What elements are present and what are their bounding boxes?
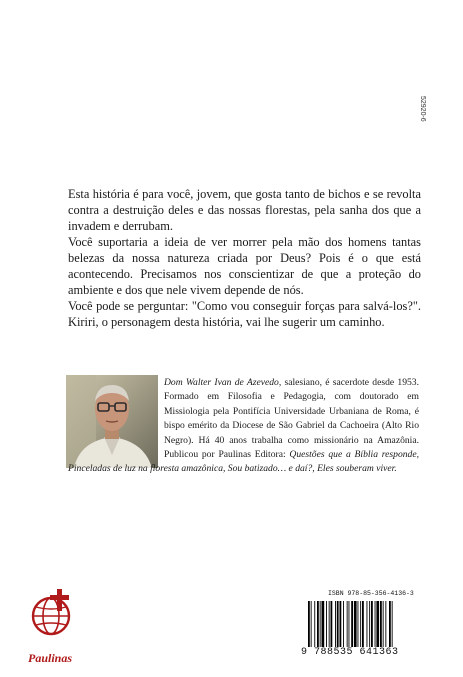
barcode-bar [340,601,342,647]
barcode-digits: 9 788535 641363 [301,647,399,658]
barcode-bar [351,601,353,647]
side-code: 52920-6 [419,96,426,122]
paragraph-question: Você suportaria a ideia de ver morrer pela mão dos homens tantas belezas da nossa natureza criada por Deus? Pois é o que está acontecendo. Precisamos nos conscientizar de que a proteção do ambiente e dos que nele vivem depende de nós. [68,235,421,297]
barcode-bar [320,601,321,647]
author-name: Dom Walter Ivan de Azevedo [164,377,279,388]
barcode-bar [392,601,393,647]
barcode-bar [314,601,315,647]
barcode-bar [376,601,379,647]
barcode-bar [331,601,333,647]
barcode-bar [375,601,376,647]
barcode-bars [308,601,418,647]
barcode-bar [337,601,339,647]
barcode-bar [326,601,327,647]
barcode-bar [380,601,382,647]
barcode-bar [347,601,348,647]
barcode-bar [367,601,368,647]
barcode-bar [317,601,319,647]
paragraph-kiriri: Você pode se perguntar: "Como vou conseguir forças para salvá-los?". Kiriri, o personagem desta história, vai lhe sugerir um caminho. [68,299,421,329]
barcode-bar [369,601,370,647]
barcode-bar [358,601,359,647]
barcode-bar [335,601,336,647]
barcode-bar [329,601,330,647]
barcode-bar [371,601,373,647]
isbn-label: ISBN 978-85-356-4136-3 [328,590,414,597]
barcode-bar [349,601,350,647]
barcode-bar [308,601,310,647]
author-bio [68,376,419,477]
barcode-bar [343,601,344,647]
back-cover-text [68,186,421,330]
paulinas-logo [24,585,80,655]
barcode-bar [362,601,364,647]
barcode-bar [385,601,386,647]
author-bio-text: , salesiano, é sacerdote desde 1953. Formado em Filosofia e Pedagogia, com doutorado em Missiologia pela Pontifícia Universidade Urbaniana de Roma, é bispo emérito da Diocese de São Gabriel da Cachoeira (Alto Rio Negro). Há 40 anos trabalha como missionário na Amazônia. Publicou por Paulinas Editora: [164,377,419,461]
barcode-bar [360,601,361,647]
barcode-bar [311,601,312,647]
paragraph-intro: Esta história é para você, jovem, que gosta tanto de bichos e se revolta contra a destruição deles e das nossas florestas, pela sanha dos que a invadem e derrubam. [68,187,421,233]
publisher-name: Paulinas [28,651,73,665]
barcode-bar [354,601,357,647]
barcode-bar [383,601,384,647]
barcode-bar [389,601,391,647]
barcode-bar [322,601,325,647]
author-books: Questões que a Bíblia responde, Pinceladas de luz na floresta amazônica, Sou batizado… e daí?, Eles souberam viver. [68,449,419,475]
